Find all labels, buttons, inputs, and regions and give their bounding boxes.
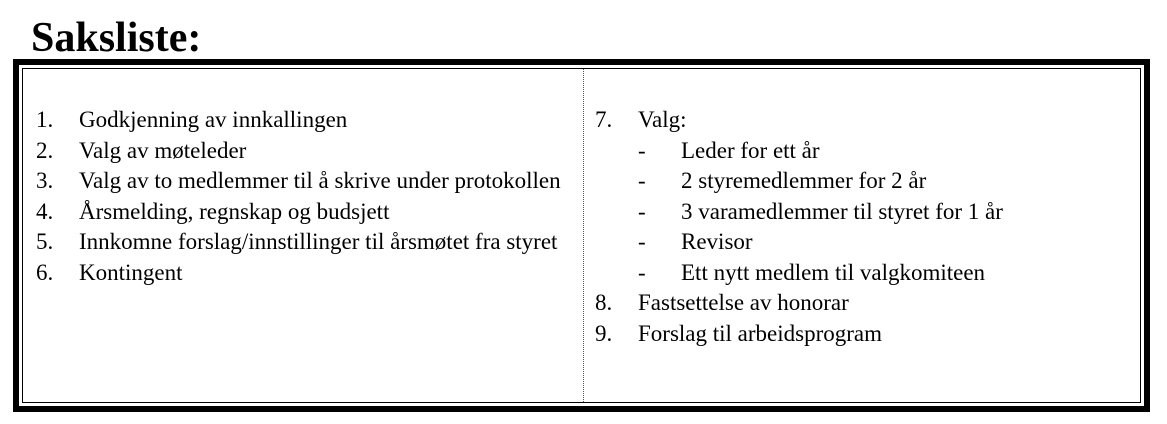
agenda-item-2 [36,136,576,167]
item-text: Godkjenning av innkallingen [79,107,348,132]
item-text: Kontingent [79,259,183,285]
item-number: 4. [36,198,54,224]
agenda-title: Saksliste: [31,15,202,61]
agenda-item-6 [36,258,576,289]
agenda-item-8 [595,288,1125,319]
item-text: Valg: [638,107,687,132]
sublist-item-auditor [638,227,1125,258]
agenda-item-4 [36,197,576,228]
item-text: Innkomne forslag/innstillinger til årsmøtet fra styret [79,229,558,254]
agenda-item-3 [36,166,576,197]
agenda-item-9 [595,319,1125,350]
item-text: Fastsettelse av honorar [638,290,849,315]
item-text: Årsmelding, regnskap og budsjett [79,198,390,224]
item-number: 1. [36,107,54,132]
item-text: Valg av møteleder [79,137,247,163]
dash-bullet: - [638,168,646,193]
sublist-text: 2 styremedlemmer for 2 år [681,168,927,193]
sublist-text: Ett nytt medlem til valgkomiteen [681,259,986,285]
dash-bullet: - [638,198,646,224]
column-divider [583,69,584,402]
agenda-list-left [36,105,576,288]
item-text: Forslag til arbeidsprogram [638,320,883,346]
item-number: 8. [595,290,613,315]
agenda-item-5 [36,227,576,258]
item-number: 9. [595,320,613,346]
item-number: 2. [36,137,54,163]
item-text: Valg av to medlemmer til å skrive under protokollen [79,168,561,193]
item-number: 3. [36,168,54,193]
election-sublist [638,136,1125,289]
dash-bullet: - [638,259,646,285]
sublist-item-board-members [638,166,1125,197]
sublist-text: Leder for ett år [681,137,820,163]
agenda-item-1 [36,105,576,136]
agenda-box [13,59,1150,412]
sublist-text: 3 varamedlemmer til styret for 1 år [681,198,1003,224]
sublist-item-deputy-members [638,197,1125,228]
dash-bullet: - [638,137,646,163]
agenda-list-right [595,105,1125,349]
item-number: 5. [36,229,54,254]
item-body [638,105,1125,288]
item-number: 7. [595,107,613,132]
agenda-item-7 [595,105,1125,288]
item-number: 6. [36,259,54,285]
dash-bullet: - [638,229,646,254]
agenda-inner-border [22,68,1141,403]
sublist-text: Revisor [681,229,753,254]
sublist-item-nomination-committee [638,258,1125,289]
sublist-item-leader [638,136,1125,167]
